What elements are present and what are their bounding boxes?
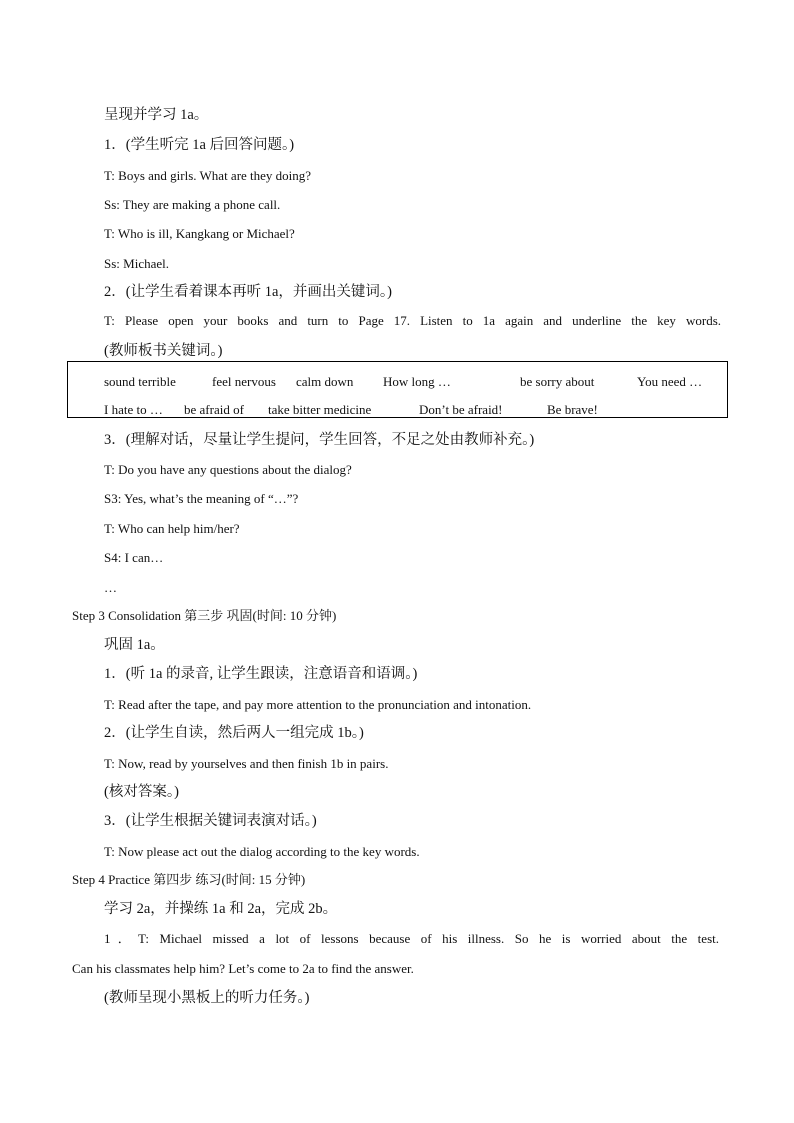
ellipsis: … <box>104 580 117 595</box>
keyword: Don’t be afraid! <box>419 402 503 417</box>
keyword: You need … <box>637 374 703 389</box>
dialog-line: T: Now please act out the dialog according to the key words. <box>104 844 420 859</box>
teacher-note: (核对答案。) <box>104 784 179 800</box>
dialog-line: T: Please open your books and turn to Page 17. Listen to 1a again and underline the key words. <box>104 313 721 328</box>
step-instruction-3: 3．(让学生根据关键词表演对话。) <box>104 813 317 829</box>
dialog-line: Can his classmates help him? Let’s come to 2a to find the answer. <box>72 961 414 976</box>
dialog-line: T: Now, read by yourselves and then finish 1b in pairs. <box>104 756 389 771</box>
dialog-line: T: Boys and girls. What are they doing? <box>104 168 312 183</box>
teacher-note: (教师呈现小黑板上的听力任务。) <box>104 990 310 1006</box>
dialog-line: 1．T: Michael missed a lot of lessons because of his illness. So he is worried about the test. <box>104 931 719 946</box>
keyword: Be brave! <box>547 402 598 417</box>
step-instruction-1: 1．(学生听完 1a 后回答问题。) <box>104 137 295 153</box>
keyword: be sorry about <box>520 374 595 389</box>
dialog-line: T: Who is ill, Kangkang or Michael? <box>104 226 295 241</box>
section-intro: 学习 2a，并操练 1a 和 2a，完成 2b。 <box>104 901 338 917</box>
keyword: calm down <box>296 374 354 389</box>
dialog-line: S4: I can… <box>104 550 164 565</box>
keyword: I hate to … <box>104 402 163 417</box>
keyword: sound terrible <box>104 374 176 389</box>
dialog-line: Ss: Michael. <box>104 256 169 271</box>
step-instruction-2: 2．(让学生看着课本再听 1a，并画出关键词。) <box>104 284 392 300</box>
dialog-line: T: Read after the tape, and pay more attention to the pronunciation and intonation. <box>104 697 532 712</box>
teacher-note: (教师板书关键词。) <box>104 343 223 359</box>
dialog-line: S3: Yes, what’s the meaning of “…”? <box>104 491 299 506</box>
section-intro: 巩固 1a。 <box>104 637 165 653</box>
keyword: take bitter medicine <box>268 402 372 417</box>
section-intro: 呈现并学习 1a。 <box>104 107 209 123</box>
step-instruction-2: 2．(让学生自读，然后两人一组完成 1b。) <box>104 725 364 741</box>
step-heading: Step 4 Practice 第四步 练习(时间: 15 分钟) <box>72 872 306 887</box>
dialog-line: T: Do you have any questions about the dialog? <box>104 462 352 477</box>
step-instruction-1: 1．(听 1a 的录音, 让学生跟读，注意语音和语调。) <box>104 666 418 682</box>
keyword: feel nervous <box>212 374 276 389</box>
step-instruction-3: 3．(理解对话，尽量让学生提问，学生回答，不足之处由教师补充。) <box>104 432 535 448</box>
dialog-line: Ss: They are making a phone call. <box>104 197 281 212</box>
step-heading: Step 3 Consolidation 第三步 巩固(时间: 10 分钟) <box>72 608 337 623</box>
keyword: How long … <box>383 374 451 389</box>
dialog-line: T: Who can help him/her? <box>104 521 240 536</box>
keyword: be afraid of <box>184 402 244 417</box>
